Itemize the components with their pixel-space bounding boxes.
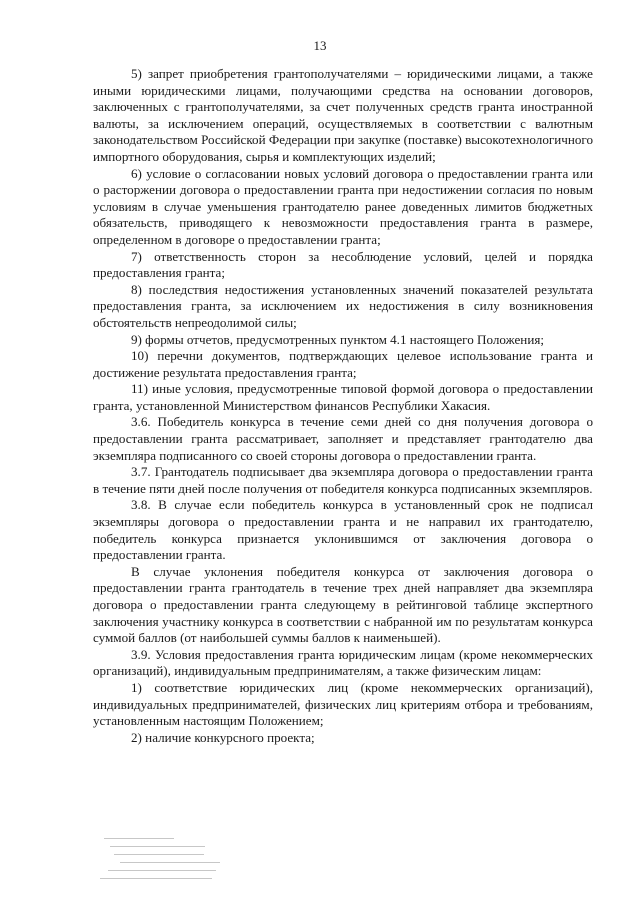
faint-stamp-mark <box>100 830 225 882</box>
paragraph-condition-1: 1) соответствие юридических лиц (кроме некоммерческих организаций), индивидуальных предпринимателей, физических лиц критериям отбора и требованиям, установленным настоящим Положением; <box>93 679 593 729</box>
paragraph-item-7: 7) ответственность сторон за несоблюдение условий, целей и порядка предоставления гранта; <box>93 248 593 281</box>
paragraph-clause-3-8-evasion: В случае уклонения победителя конкурса от заключения договора о предоставлении гранта грантодатель в течение трех дней направляет два экземпляра договора о предоставлении гранта следующему в рейтинговой таблице экспертного заключения участнику конкурса в соответствии с набранной им по результатам конкурса суммой баллов (от наибольшей суммы баллов к наименьшей). <box>93 563 593 646</box>
paragraph-condition-2: 2) наличие конкурсного проекта; <box>131 729 315 745</box>
paragraph-item-9: 9) формы отчетов, предусмотренных пунктом 4.1 настоящего Положения; <box>131 331 544 347</box>
paragraph-item-11: 11) иные условия, предусмотренные типовой формой договора о предоставлении гранта, установленной Министерством финансов Республики Хакасия. <box>93 381 593 413</box>
paragraph-item-10: 10) перечни документов, подтверждающих целевое использование гранта и достижение результата предоставления гранта; <box>93 348 593 380</box>
paragraph-item-5: 5) запрет приобретения грантополучателями – юридическими лицами, а также иными юридическими лицами, получающими средства на основании договоров, заключенных с грантополучателями, за счет полученных средств гранта иностранной валюты, за исключением операций, осуществляемых в соответствии с валютным законодательством Российской Федерации при закупке (поставке) высокотехнологичного импортного оборудования, сырья и комплектующих изделий; <box>93 66 593 164</box>
page-number: 13 <box>313 38 327 53</box>
paragraph-clause-3-7: 3.7. Грантодатель подписывает два экземпляра договора о предоставлении гранта в течение пяти дней после получения от победителя конкурса подписанных экземпляров. <box>93 464 593 496</box>
paragraph-item-6: 6) условие о согласовании новых условий договора о предоставлении гранта или о расторжении договора о предоставлении гранта при недостижении согласия по новым условиям в случае уменьшения грантодателю ранее доведенных лимитов бюджетных обязательств, приводящего к невозможности предоставления гранта в размере, определенном в договоре о предоставлении гранта; <box>93 165 593 247</box>
paragraph-clause-3-6: 3.6. Победитель конкурса в течение семи дней со дня получения договора о предоставлении гранта рассматривает, заполняет и представляет грантодателю два экземпляра подписанного со своей стороны договора о предоставлении гранта. <box>93 414 593 463</box>
paragraph-clause-3-8: 3.8. В случае если победитель конкурса в установленный срок не подписал экземпляры договора о предоставлении гранта и не направил их грантодателю, победитель конкурса признается уклонившимся от заключения договора о предоставлении гранта. <box>93 497 593 563</box>
document-body <box>93 66 593 746</box>
paragraph-clause-3-9: 3.9. Условия предоставления гранта юридическим лицам (кроме некоммерческих организаций), индивидуальным предпринимателям, а также физическим лицам: <box>93 646 593 679</box>
paragraph-item-8: 8) последствия недостижения установленных значений показателей результата предоставления гранта, за исключением их недостижения в силу возникновения обстоятельств непреодолимой силы; <box>93 281 593 330</box>
